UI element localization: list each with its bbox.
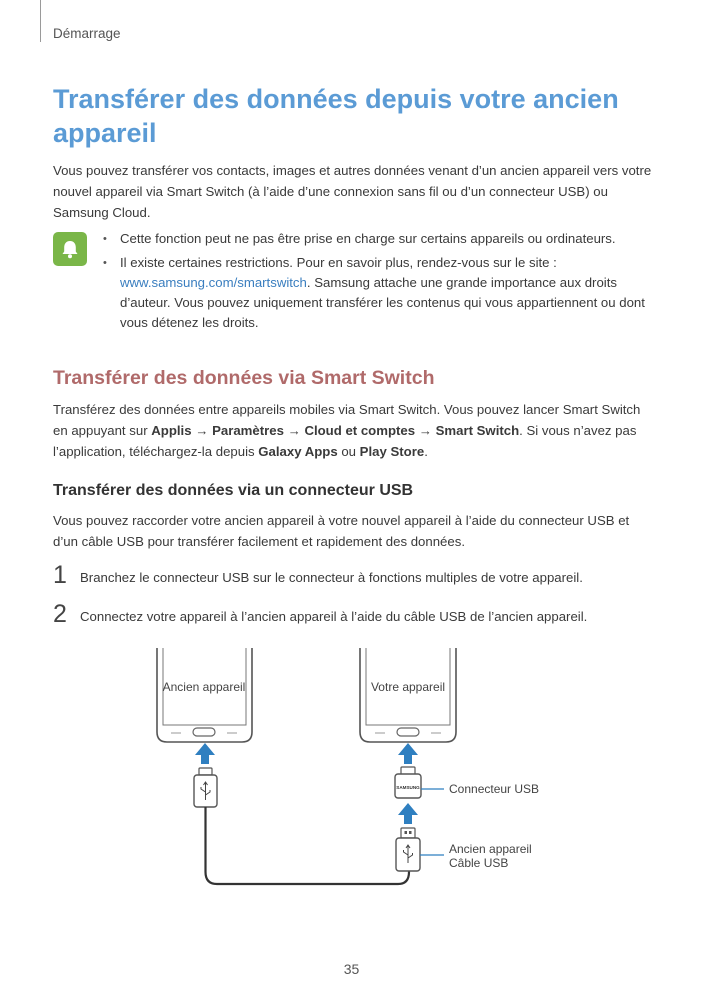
store-galaxy-apps: Galaxy Apps	[258, 444, 338, 459]
menu-smart-switch: Smart Switch	[435, 423, 520, 438]
step-text: Connectez votre appareil à l’ancien appareil à l’aide du câble USB de l’ancien appareil.	[80, 609, 588, 624]
bell-icon	[53, 232, 87, 266]
menu-parametres: Paramètres	[212, 423, 284, 438]
note-item	[103, 229, 648, 249]
smartswitch-link[interactable]: www.samsung.com/smartswitch	[120, 275, 307, 290]
notes-list	[103, 229, 648, 337]
old-phone-illustration	[157, 648, 252, 742]
new-device-label: Votre appareil	[370, 680, 446, 694]
arrow-up-icon	[398, 803, 418, 824]
old-device-label: Ancien appareil	[162, 680, 246, 694]
arrow-up-icon	[195, 743, 215, 764]
paragraph-text: .	[424, 444, 428, 459]
arrow-text: →	[191, 423, 213, 438]
section-heading-smart-switch: Transférer des données via Smart Switch	[53, 367, 435, 389]
usb-connector	[395, 767, 421, 798]
menu-applis: Applis	[151, 423, 192, 438]
smart-switch-paragraph	[53, 399, 653, 462]
store-play-store: Play Store	[359, 444, 425, 459]
new-phone-illustration	[360, 648, 456, 742]
arrow-up-icon	[398, 743, 418, 764]
arrow-text: →	[415, 423, 436, 438]
step-text: Branchez le connecteur USB sur le connecteur à fonctions multiples de votre appareil.	[80, 570, 583, 585]
usb-a-plug	[396, 828, 420, 871]
note-text: Cette fonction peut ne pas être prise en charge sur certains appareils ou ordinateurs.	[120, 231, 616, 246]
note-text: Il existe certaines restrictions. Pour en savoir plus, rendez-vous sur le site :	[120, 255, 557, 270]
label-usb-connector: Connecteur USB	[449, 782, 540, 796]
usb-cable	[206, 807, 410, 884]
paragraph-text: ou	[337, 444, 360, 459]
step-number: 2	[53, 600, 67, 628]
paragraph-text: . Si vous n’avez pas l’application, téléchargez-la depuis	[53, 423, 637, 459]
micro-usb-plug	[194, 768, 217, 807]
section-heading-usb: Transférer des données via un connecteur USB	[53, 482, 414, 499]
usb-paragraph: Vous pouvez raccorder votre ancien appareil à votre nouvel appareil à l’aide du connecteur USB et d’un câble USB pour transférer facilement et rapidement des données.	[53, 513, 630, 549]
page-number: 35	[343, 961, 360, 977]
arrow-text: →	[283, 423, 305, 438]
intro-paragraph: Vous pouvez transférer vos contacts, images et autres données venant d’un ancien appareil vers votre nouvel appareil via Smart Switch (à l’aide d’une connexion sans fil ou d’un connecteur USB) ou Samsung Cloud.	[53, 163, 652, 220]
label-cable-line2: Câble USB	[449, 856, 509, 870]
label-cable-line1: Ancien appareil	[449, 842, 532, 856]
page-title: Transférer des données depuis votre ancien appareil	[53, 84, 619, 148]
header-rule	[40, 0, 41, 42]
usb-connection-diagram	[0, 640, 703, 900]
note-item	[103, 253, 648, 333]
step-number: 1	[53, 561, 67, 589]
paragraph-text: Transférez des données entre appareils mobiles via Smart Switch. Vous pouvez lancer Smart Switch en appuyant sur	[53, 402, 641, 438]
note-text: . Samsung attache une grande importance aux droits d’auteur. Vous pouvez uniquement transférer les contenus qui vous appartiennent ou dont vous détenez les droits.	[120, 275, 645, 330]
menu-cloud: Cloud et comptes	[304, 423, 416, 438]
connector-brand: SAMSUNG	[396, 785, 420, 790]
section-label: Démarrage	[53, 26, 121, 41]
